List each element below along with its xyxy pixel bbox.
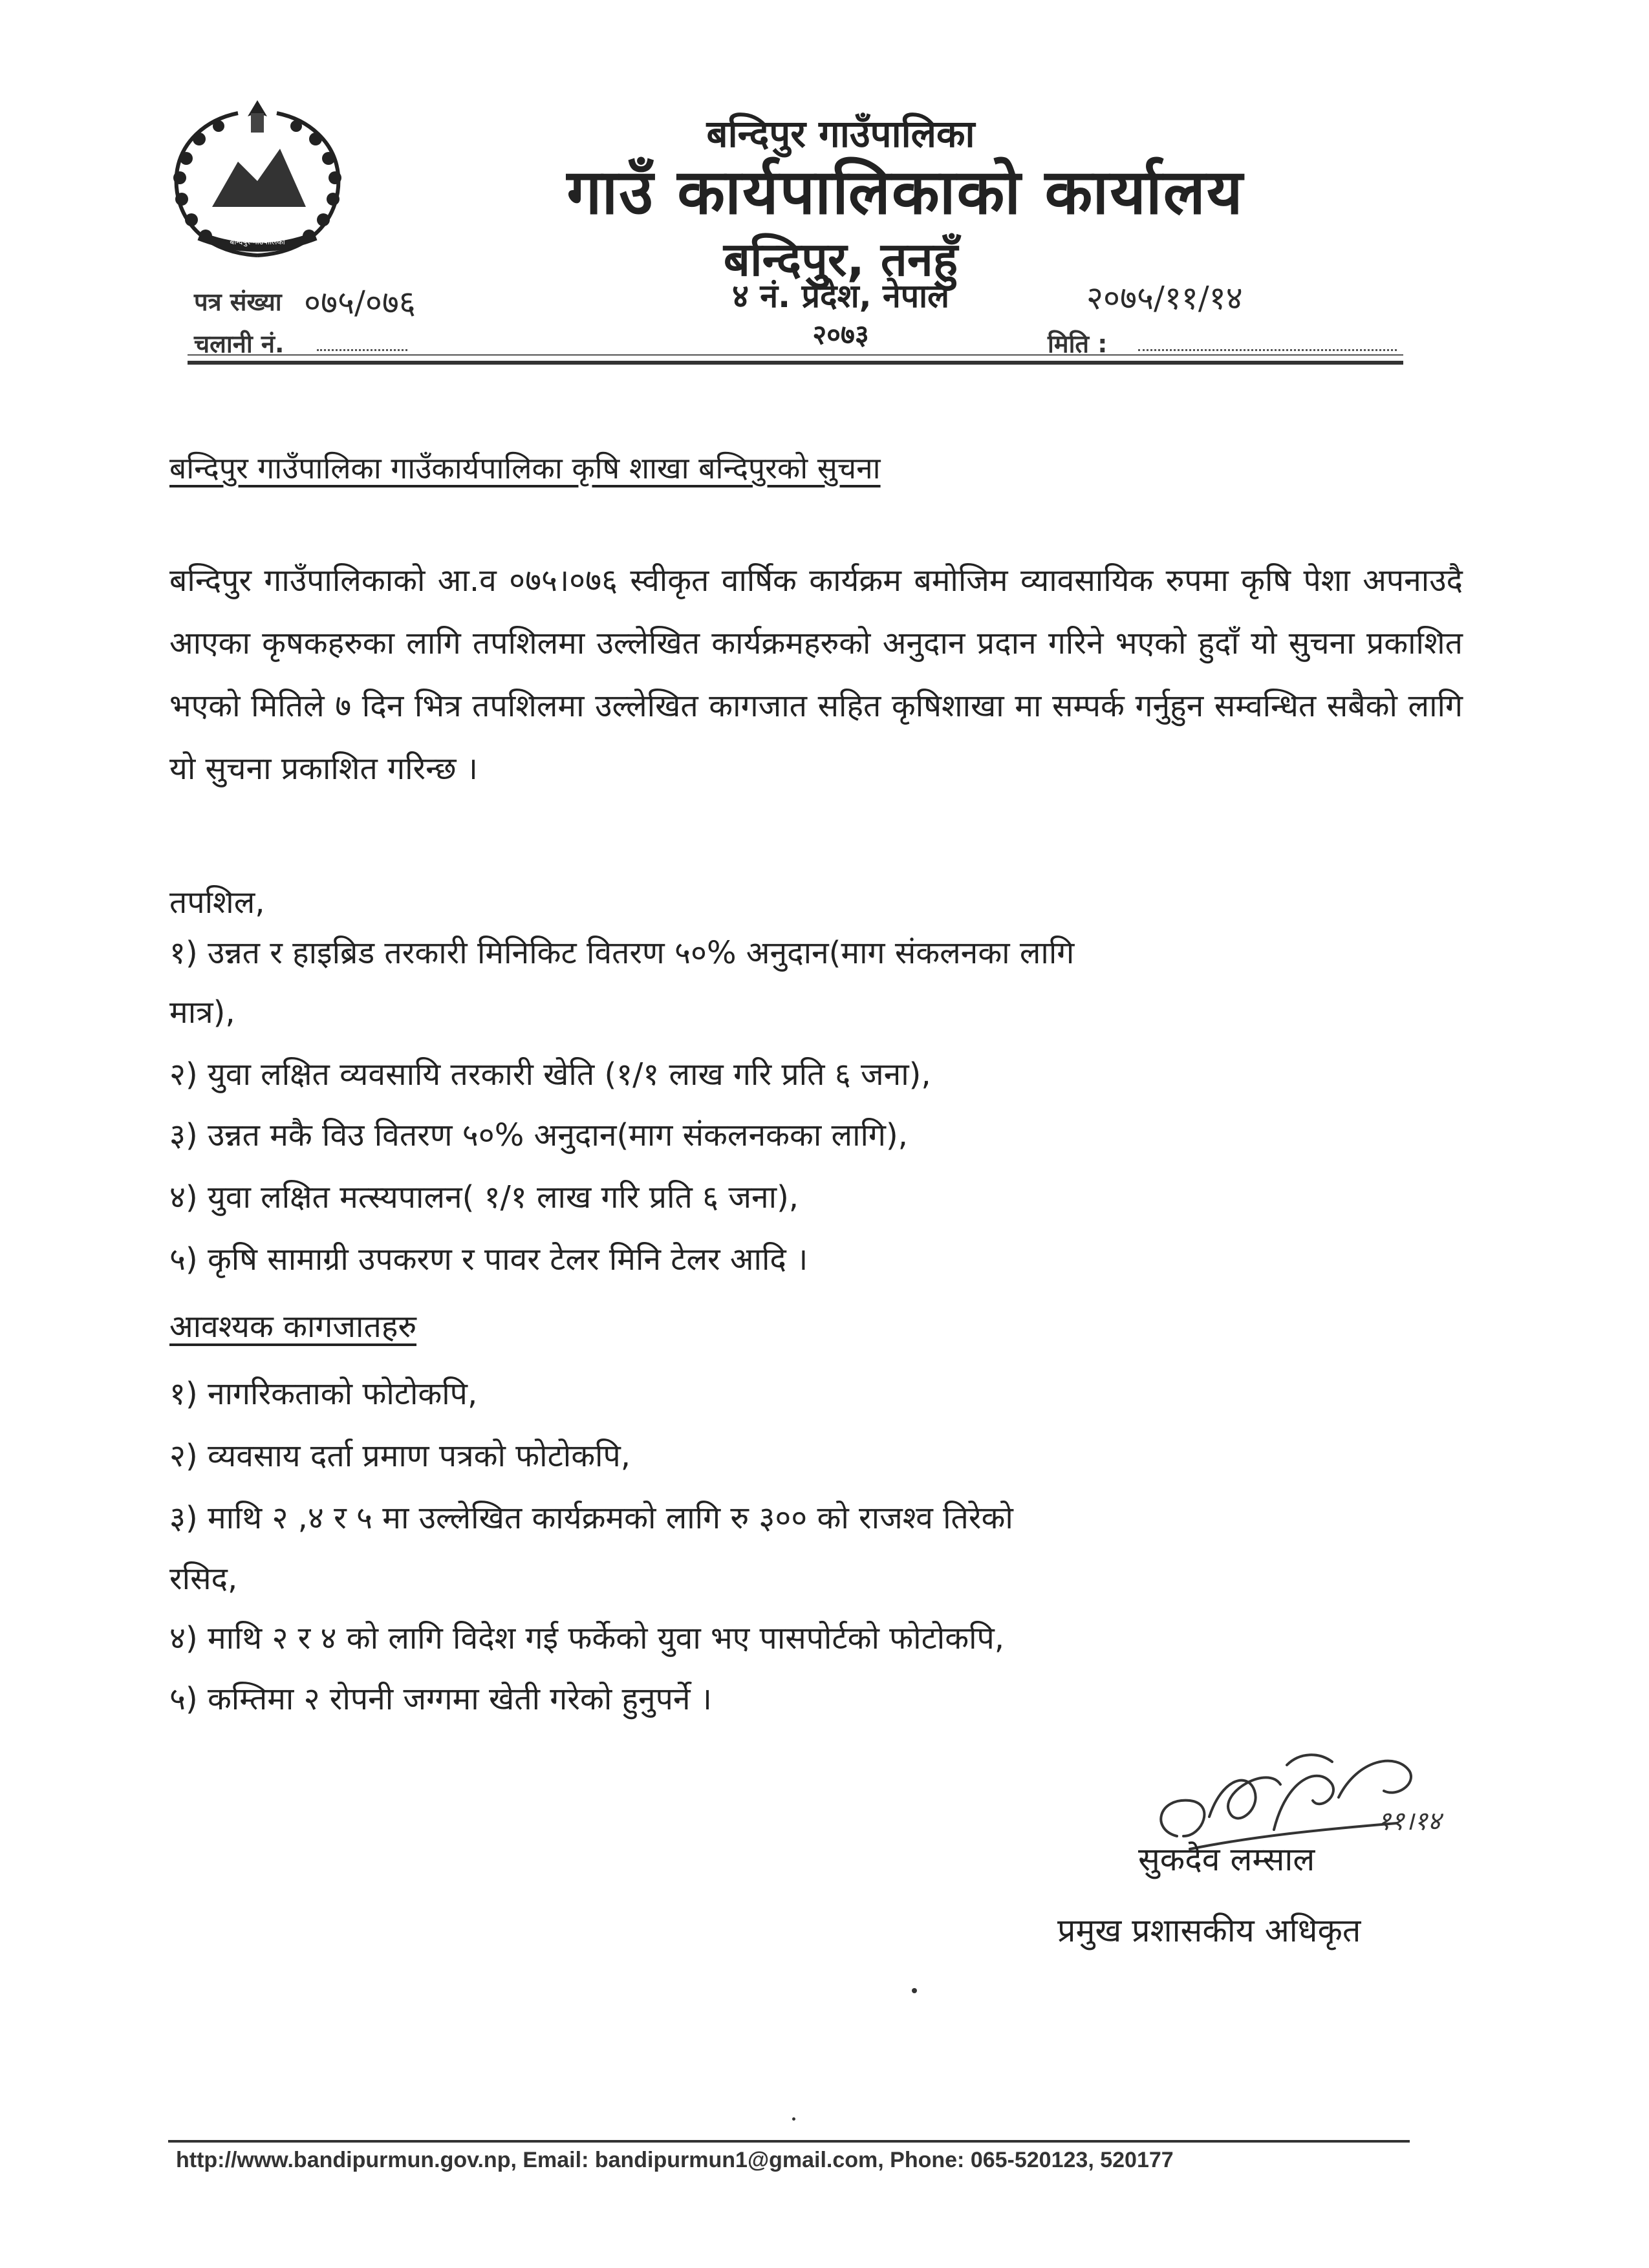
date-value: २०७५/११/१४ — [1086, 279, 1243, 317]
established-year: २०७३ — [812, 319, 869, 350]
miti-blank — [1138, 349, 1397, 351]
documents-heading: आवश्यक कागजातहरु — [169, 1309, 417, 1345]
document-item: ३) माथि २ ,४ र ५ मा उल्लेखित कार्यक्रमको लागि रु ३०० को राजश्व तिरेको — [169, 1500, 1013, 1536]
program-item: मात्र), — [169, 994, 235, 1031]
patra-sankhya-label: पत्र संख्या — [194, 288, 282, 316]
municipality-name: बन्दिपुर गाउँपालिका — [706, 112, 975, 156]
program-item: १) उन्नत र हाइब्रिड तरकारी मिनिकिट वितरण ५०% अनुदान(माग संकलनका लागि — [169, 935, 1075, 971]
document-item: ५) कम्तिमा २ रोपनी जग्गमा खेती गरेको हुनुपर्ने । — [169, 1681, 712, 1717]
header-rule-thin — [188, 354, 1403, 356]
notice-subject: बन्दिपुर गाउँपालिका गाउँकार्यपालिका कृषि शाखा बन्दिपुरको सुचना — [169, 451, 881, 486]
miti-label: मिति : — [1048, 330, 1108, 358]
office-location: बन्दिपुर, तनहुँ — [723, 232, 958, 286]
chalani-label: चलानी नं. — [194, 330, 285, 358]
nepal-emblem-logo — [160, 97, 354, 265]
program-item: २) युवा लक्षित व्यवसायि तरकारी खेति (१/१ लाख गरि प्रति ६ जना), — [169, 1056, 931, 1093]
signer-title: प्रमुख प्रशासकीय अधिकृत — [1057, 1912, 1361, 1949]
svg-text:११।१४: ११।१४ — [1377, 1806, 1441, 1836]
program-item: ४) युवा लक्षित मत्स्यपालन( १/१ लाख गरि प्रति ६ जना), — [169, 1179, 799, 1215]
scan-speck — [792, 2117, 795, 2121]
footer-rule — [168, 2140, 1410, 2143]
document-item: ४) माथि २ र ४ को लागि विदेश गई फर्केको युवा भए पासपोर्टको फोटोकपि, — [169, 1620, 1005, 1656]
document-item: १) नागरिकताको फोटोकपि, — [169, 1376, 478, 1412]
province-line: ४ नं. प्रदेश, नेपाल — [732, 277, 949, 315]
header-rule-thick — [188, 361, 1403, 365]
document-item: रसिद, — [169, 1561, 238, 1597]
chalani-blank — [317, 349, 407, 351]
patra-sankhya-value: ०७५/०७६ — [304, 284, 416, 321]
footer-contact: http://www.bandipurmun.gov.np, Email: bandipurmun1@gmail.com, Phone: 065-520123, 520177 — [176, 2148, 1174, 2172]
signer-name: सुकदेव लम्साल — [1138, 1841, 1315, 1878]
document-item: २) व्यवसाय दर्ता प्रमाण पत्रको फोटोकपि, — [169, 1438, 631, 1474]
scan-speck — [912, 1988, 917, 1993]
notice-paragraph: बन्दिपुर गाउँपालिकाको आ.व ०७५।०७६ स्वीकृत वार्षिक कार्यक्रम बमोजिम व्यावसायिक रुपमा कृषि पेशा अपनाउदै आएका कृषकहरुका लागि तपशिलमा उल्लेखित कार्यक्रमहरुको अनुदान प्रदान गरिने भएको हुदाँ यो सुचना प्रकाशित भएको मितिले ७ दिन भित्र तपशिलमा उल्लेखित कागजात सहित कृषिशाखा मा सम्पर्क गर्नुहुन सम्वन्धित सबैको लागि यो सुचना प्रकाशित गरिन्छ । — [169, 562, 1463, 787]
program-item: ५) कृषि सामाग्री उपकरण र पावर टेलर मिनि टेलर आदि । — [169, 1241, 808, 1278]
tapashil-label: तपशिल, — [169, 884, 265, 921]
svg-text:बन्दिपुर गाउँपालिका: बन्दिपुर गाउँपालिका — [230, 237, 285, 246]
program-item: ३) उन्नत मकै विउ वितरण ५०% अनुदान(माग संकलनकका लागि), — [169, 1117, 908, 1153]
office-title: गाउँ कार्यपालिकाको कार्यालय — [566, 156, 1244, 228]
